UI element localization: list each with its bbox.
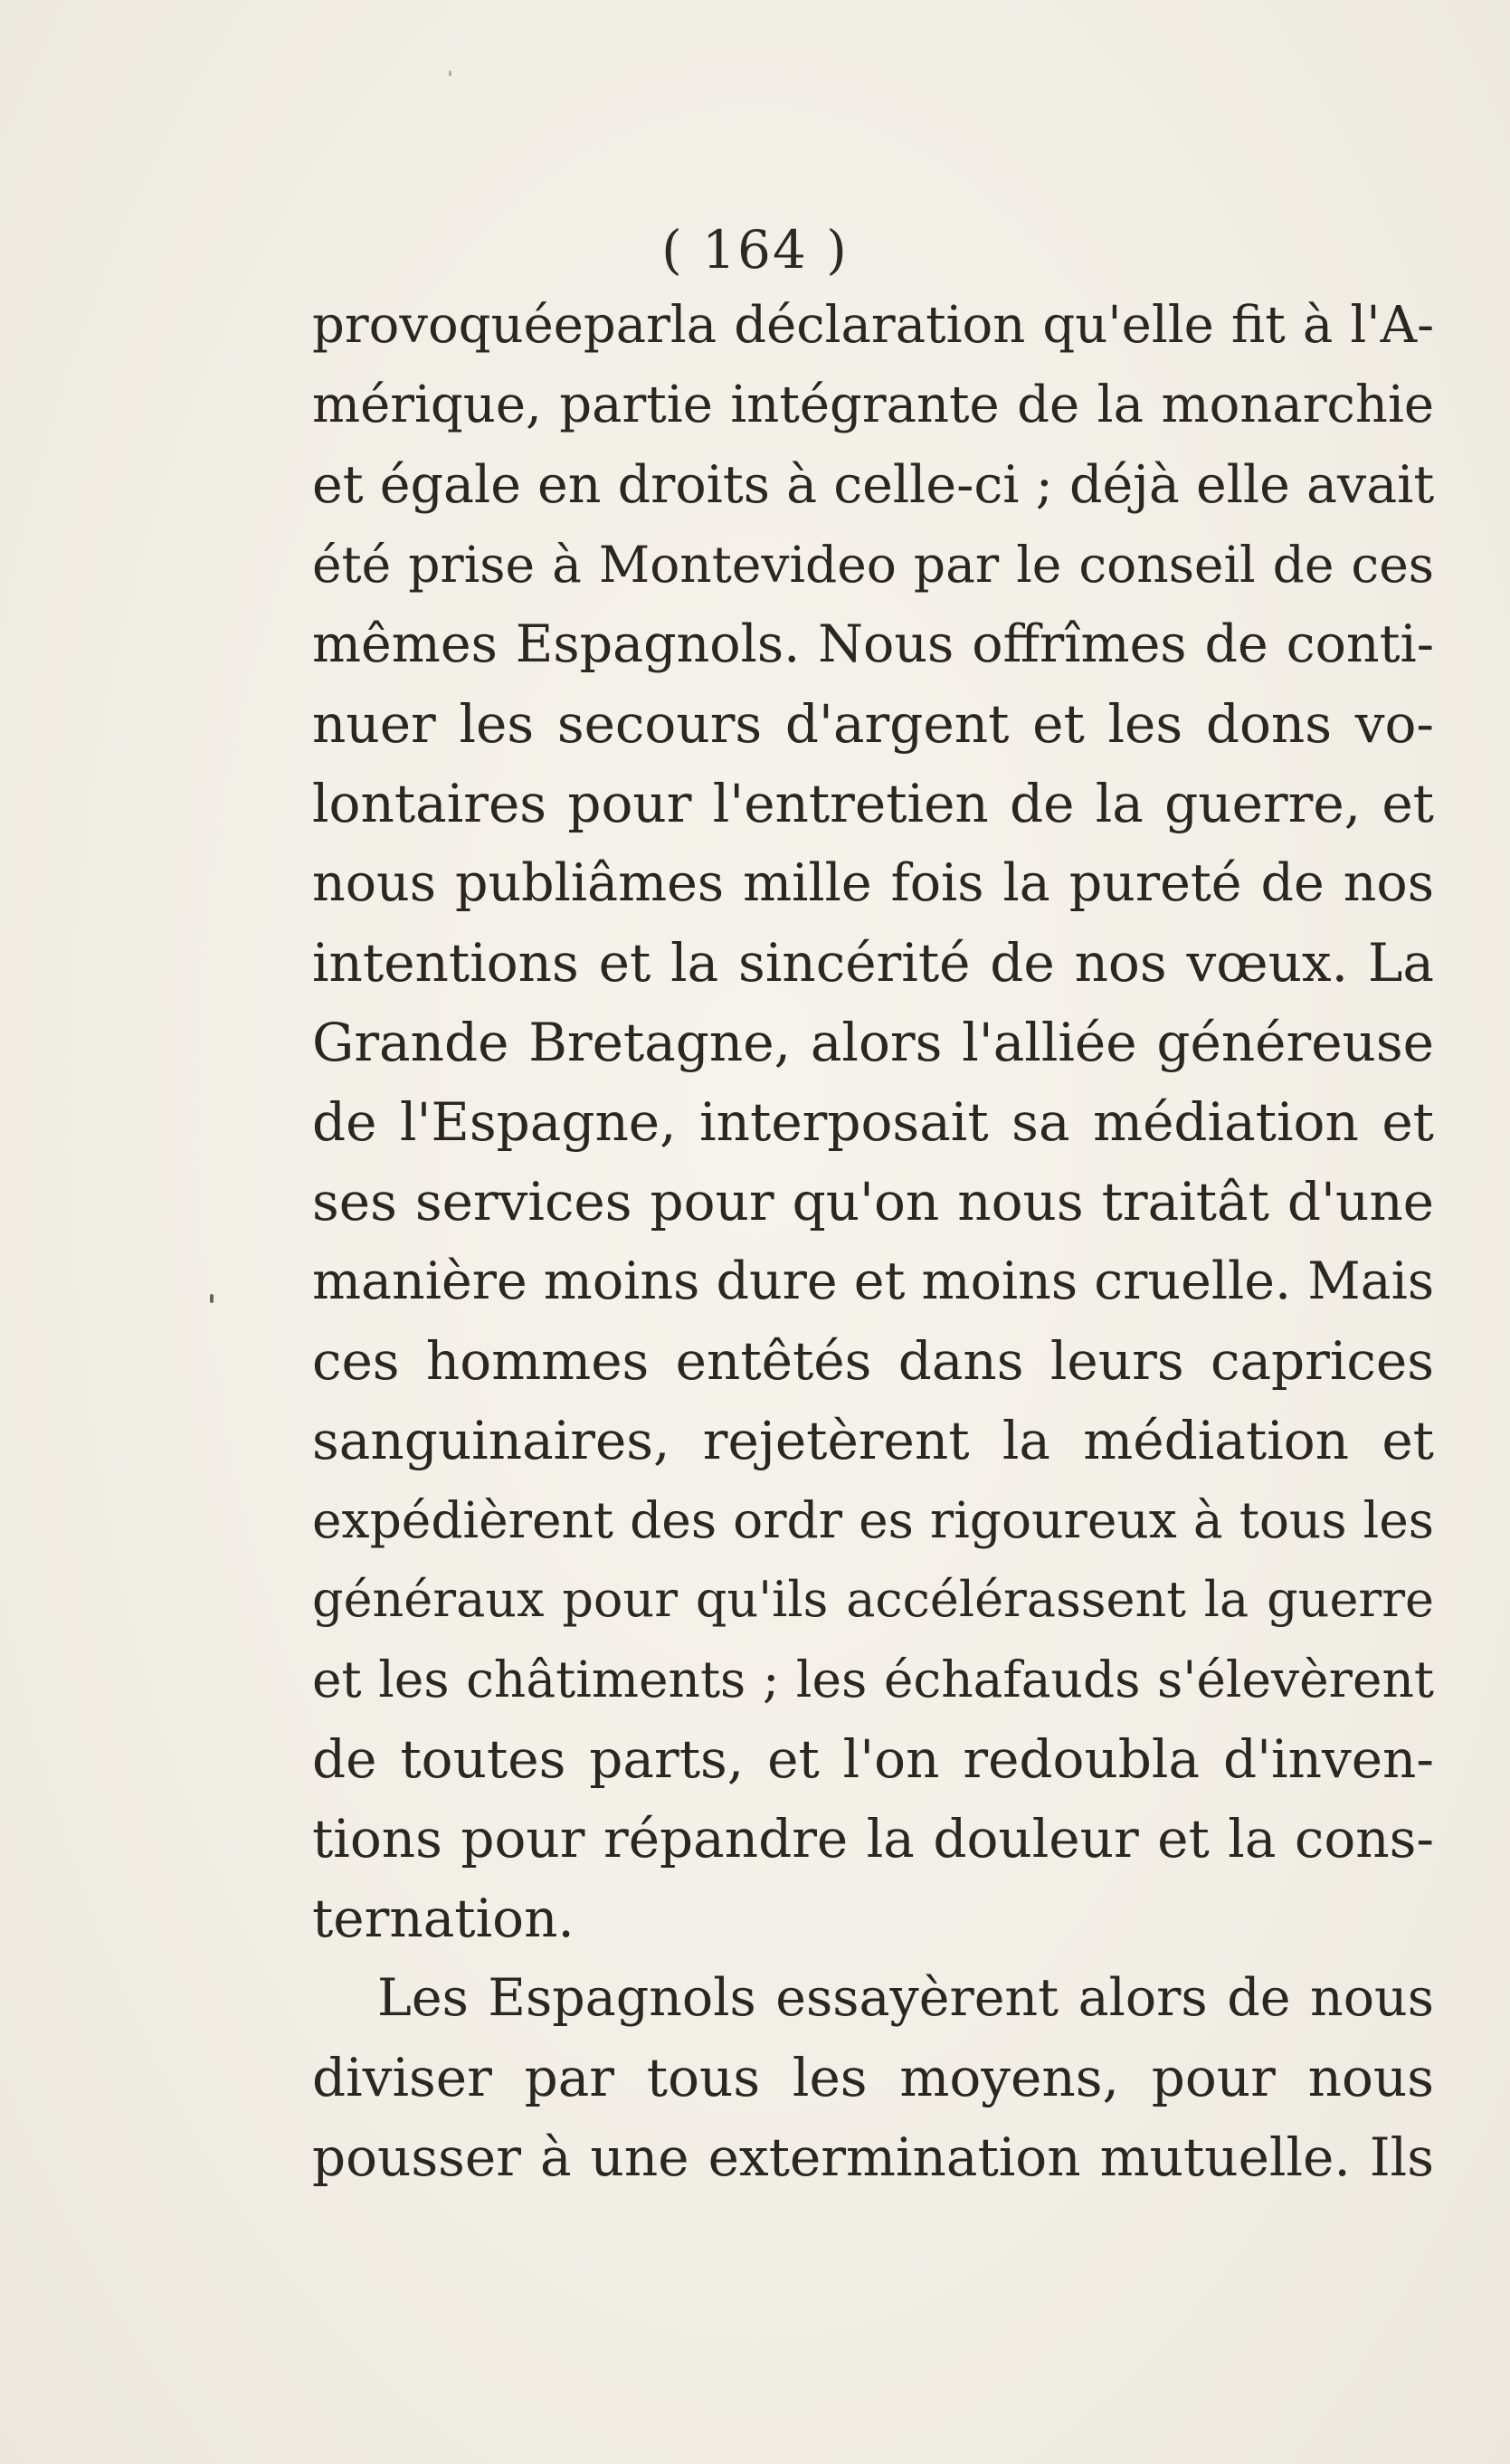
ink-speck [210, 1294, 214, 1303]
text-line: expédièrent des ordr es rigoureux à tous les [312, 1491, 1434, 1549]
text-line: tions pour répandre la douleur et la cons- [312, 1808, 1434, 1869]
text-line: ternation. [312, 1888, 575, 1949]
text-line: nuer les secours d'argent et les dons vo- [312, 693, 1434, 755]
text-line: mérique, partie intégrante de la monarchie [312, 376, 1434, 434]
paragraph-start-line: Les Espagnols essayèrent alors de nous [377, 1968, 1434, 2028]
text-line: de toutes parts, et l'on redoubla d'inven- [312, 1728, 1434, 1790]
text-line: sanguinaires, rejetèrent la médiation et [312, 1410, 1434, 1471]
text-line: et égale en droits à celle-ci ; déjà elle avait [312, 455, 1434, 515]
text-line: été prise à Montevideo par le conseil de ces [312, 536, 1434, 594]
text-line: provoquéeparla déclaration qu'elle fit à l'A- [312, 296, 1434, 355]
text-line: lontaires pour l'entretien de la guerre, et [312, 773, 1434, 834]
text-line: diviser par tous les moyens, pour nous [312, 2047, 1434, 2108]
page-number: ( 164 ) [661, 219, 849, 281]
text-line: généraux pour qu'ils accélérassent la guerre [312, 1571, 1434, 1628]
body-text [312, 286, 1434, 2197]
text-line: et les châtiments ; les échafauds s'élevèrent [312, 1651, 1434, 1708]
text-line: pousser à une extermination mutuelle. Ils [312, 2126, 1434, 2188]
text-line: ces hommes entêtés dans leurs caprices [312, 1330, 1434, 1392]
text-line: intentions et la sincérité de nos vœux. La [312, 932, 1434, 994]
text-line: manière moins dure et moins cruelle. Mais [312, 1251, 1434, 1311]
ink-speck [449, 71, 451, 76]
text-line: de l'Espagne, interposait sa médiation et [312, 1091, 1434, 1153]
text-line: Grande Bretagne, alors l'alliée généreuse [312, 1012, 1434, 1073]
text-line: ses services pour qu'on nous traitât d'une [312, 1171, 1434, 1232]
text-line: mêmes Espagnols. Nous offrîmes de conti- [312, 614, 1434, 674]
text-line: nous publiâmes mille fois la pureté de nos [312, 853, 1434, 913]
